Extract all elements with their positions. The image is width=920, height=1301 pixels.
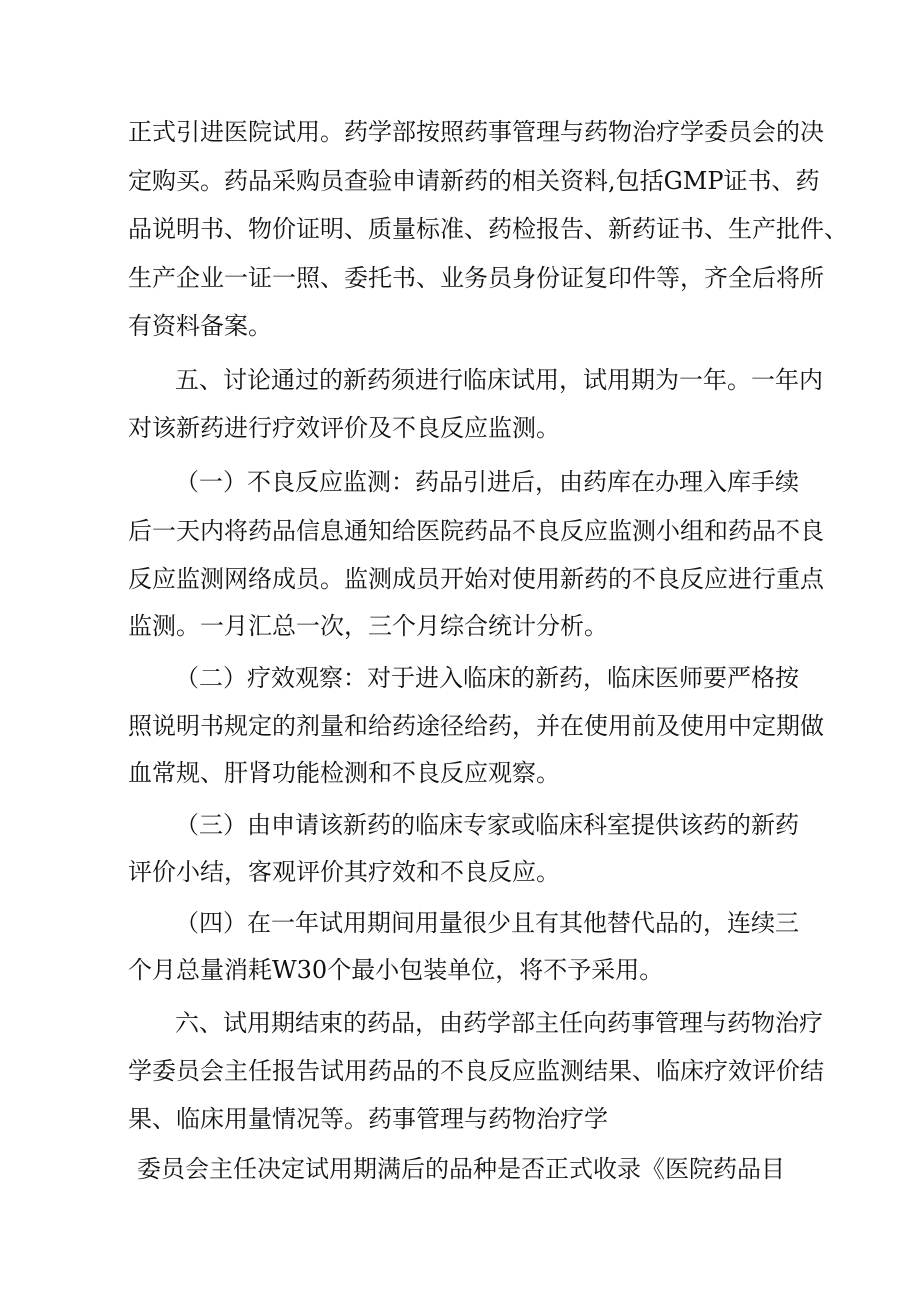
text-line: 反应监测网络成员。监测成员开始对使用新药的不良反应进行重点 (128, 565, 824, 593)
text-line: 果、临床用量情况等。药事管理与药物治疗学 (128, 1105, 608, 1133)
text-line: （四）在一年试用期间用量很少且有其他替代品的，连续三 (175, 909, 799, 937)
text-line: 学委员会主任报告试用药品的不良反应监测结果、临床疗效评价结 (128, 1057, 824, 1085)
text-line: （一）不良反应监测：药品引进后，由药库在办理入库手续 (175, 468, 799, 496)
text-line: 个月总量消耗W30个最小包装单位，将不予采用。 (128, 956, 664, 984)
text-line: 后一天内将药品信息通知给医院药品不良反应监测小组和药品不良 (128, 517, 824, 545)
text-line: 定购买。药品采购员查验申请新药的相关资料,包括GMP证书、药 (128, 167, 820, 195)
text-line: 五、讨论通过的新药须进行临床试用，试用期为一年。一年内 (175, 366, 823, 394)
text-line: 有资料备案。 (128, 312, 272, 340)
text-line: 委员会主任决定试用期满后的品种是否正式收录《医院药品目 (137, 1155, 785, 1183)
text-line: 对该新药进行疗效评价及不良反应监测。 (128, 414, 560, 442)
text-line: （三）由申请该新药的临床专家或临床科室提供该药的新药 (175, 811, 799, 839)
text-line: 生产企业一证一照、委托书、业务员身份证复印件等，齐全后将所 (128, 264, 824, 292)
text-line: 照说明书规定的剂量和给药途径给药，并在使用前及使用中定期做 (128, 712, 824, 740)
text-line: 血常规、肝肾功能检测和不良反应观察。 (128, 759, 560, 787)
text-line: 六、试用期结束的药品，由药学部主任向药事管理与药物治疗 (175, 1009, 823, 1037)
text-line: （二）疗效观察：对于进入临床的新药，临床医师要严格按 (175, 664, 799, 692)
text-line: 评价小结，客观评价其疗效和不良反应。 (128, 858, 560, 886)
text-line: 正式引进医院试用。药学部按照药事管理与药物治疗学委员会的决 (128, 118, 824, 146)
text-line: 品说明书、物价证明、质量标准、药检报告、新药证书、生产批件、 (128, 215, 848, 243)
text-line: 监测。一月汇总一次，三个月综合统计分析。 (128, 612, 608, 640)
